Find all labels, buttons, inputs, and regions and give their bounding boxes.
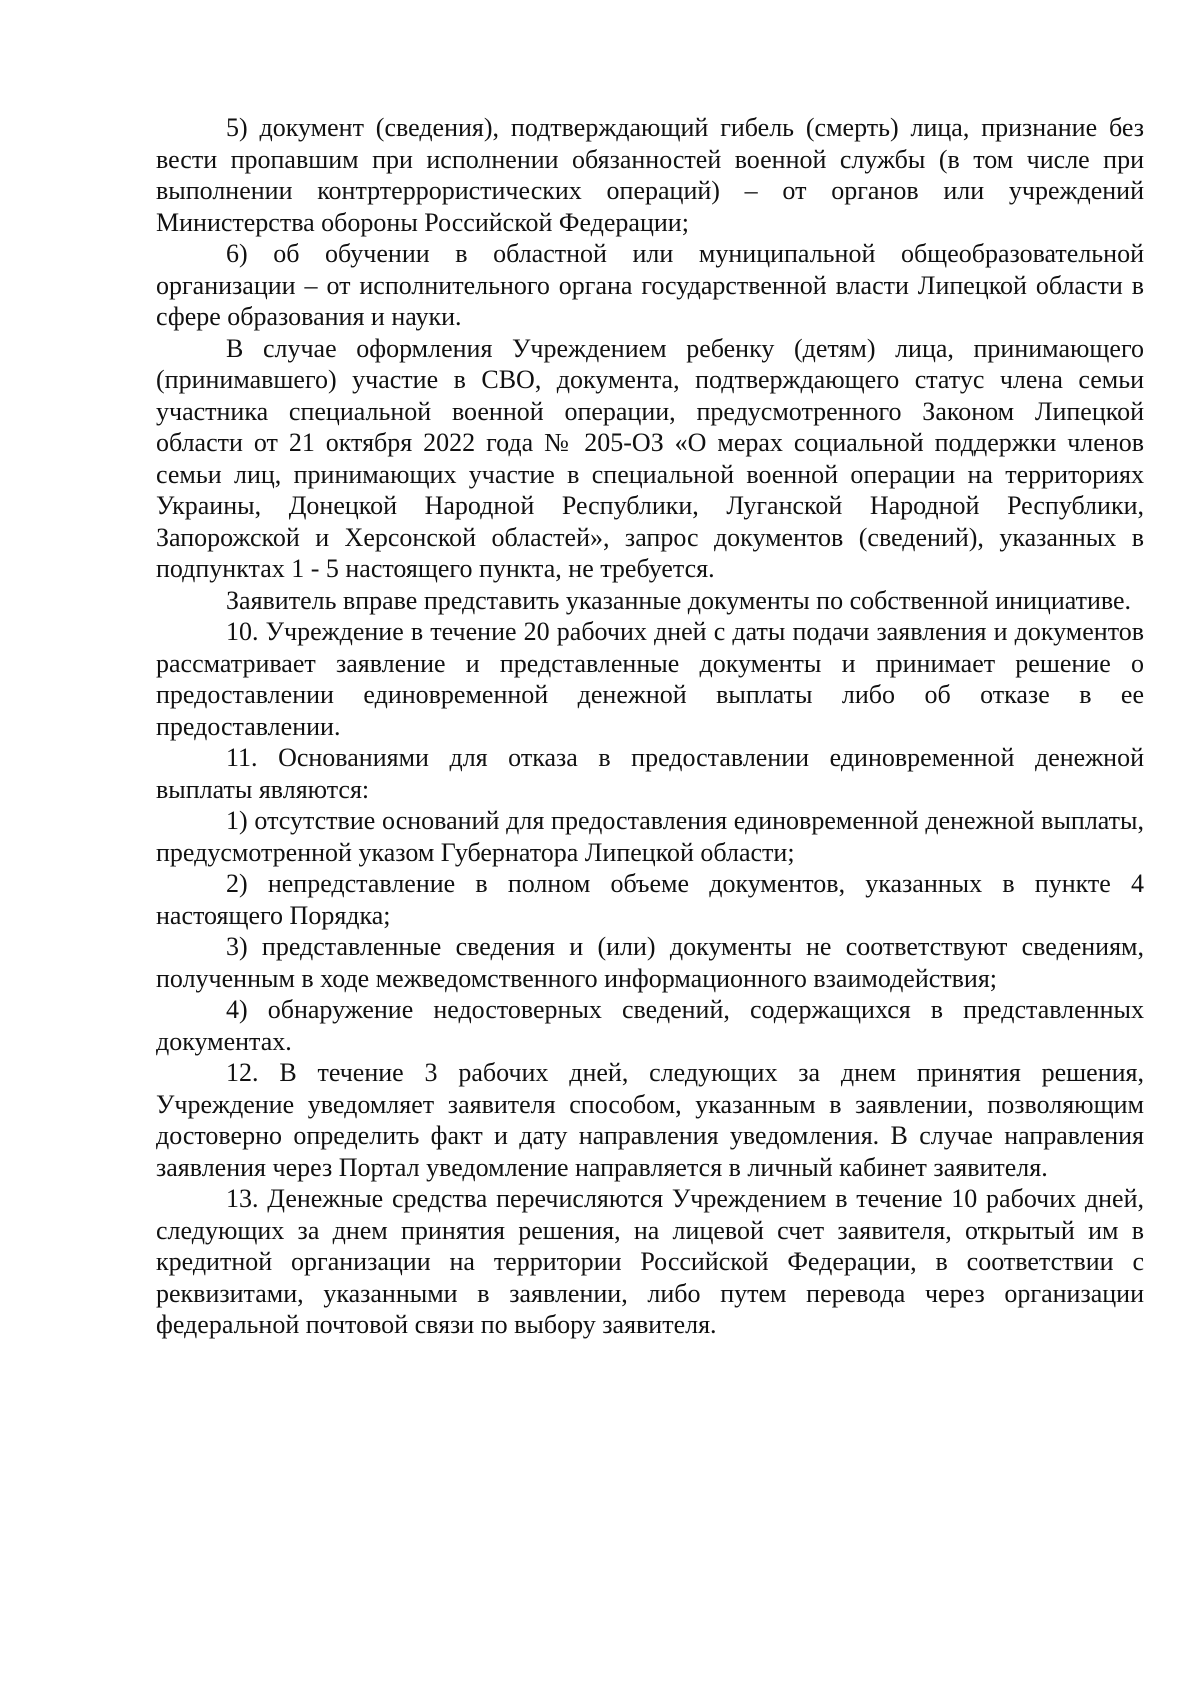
paragraph-refusal-1: 1) отсутствие оснований для предоставления единовременной денежной выплаты, предусмотренной указом Губернатора Липецкой области; (156, 806, 1144, 867)
paragraph-item-6-education: 6) об обучении в областной или муниципальной общеобразовательной организации – от исполнительного органа государственной власти Липецкой области в сфере образования и науки. (156, 239, 1144, 331)
document-page (156, 112, 1144, 1341)
paragraph-10-review: 10. Учреждение в течение 20 рабочих дней с даты подачи заявления и документов рассматривает заявление и представленные документы и принимает решение о предоставлении единовременной денежной выплаты либо об отказе в ее предоставлении. (156, 617, 1144, 741)
paragraph-refusal-4: 4) обнаружение недостоверных сведений, содержащихся в представленных документах. (156, 995, 1144, 1056)
paragraph-item-5-death-document: 5) документ (сведения), подтверждающий гибель (смерть) лица, признание без вести пропавшим при исполнении обязанностей военной службы (в том числе при выполнении контртеррористических операций) – от органов или учреждений Министерства обороны Российской Федерации; (156, 113, 1144, 237)
paragraph-refusal-2: 2) непредставление в полном объеме документов, указанных в пункте 4 настоящего Порядка; (156, 869, 1144, 930)
paragraph-svo-family-status: В случае оформления Учреждением ребенку (детям) лица, принимающего (принимавшего) участие в СВО, документа, подтверждающего статус члена семьи участника специальной военной операции, предусмотренного Законом Липецкой области от 21 октября 2022 года № 205-ОЗ «О мерах социальной поддержки членов семьи лиц, принимающих участие в специальной военной операции на территориях Украины, Донецкой Народной Республики, Луганской Народной Республики, Запорожской и Херсонской областей», запрос документов (сведений), указанных в подпунктах 1 - 5 настоящего пункта, не требуется. (156, 333, 1144, 583)
paragraph-13-payment-transfer: 13. Денежные средства перечисляются Учреждением в течение 10 рабочих дней, следующих за днем принятия решения, на лицевой счет заявителя, открытый им в кредитной организации на территории Российской Федерации, в соответствии с реквизитами, указанными в заявлении, либо путем перевода через организации федеральной почтовой связи по выбору заявителя. (156, 1184, 1144, 1339)
paragraph-applicant-right: Заявитель вправе представить указанные документы по собственной инициативе. (226, 585, 1132, 615)
paragraph-11-refusal-grounds: 11. Основаниями для отказа в предоставлении единовременной денежной выплаты являются: (156, 743, 1144, 804)
paragraph-refusal-3: 3) представленные сведения и (или) документы не соответствуют сведениям, полученным в ходе межведомственного информационного взаимодействия; (156, 932, 1144, 993)
paragraph-12-notification: 12. В течение 3 рабочих дней, следующих за днем принятия решения, Учреждение уведомляет заявителя способом, указанным в заявлении, позволяющим достоверно определить факт и дату направления уведомления. В случае направления заявления через Портал уведомление направляется в личный кабинет заявителя. (156, 1058, 1144, 1182)
